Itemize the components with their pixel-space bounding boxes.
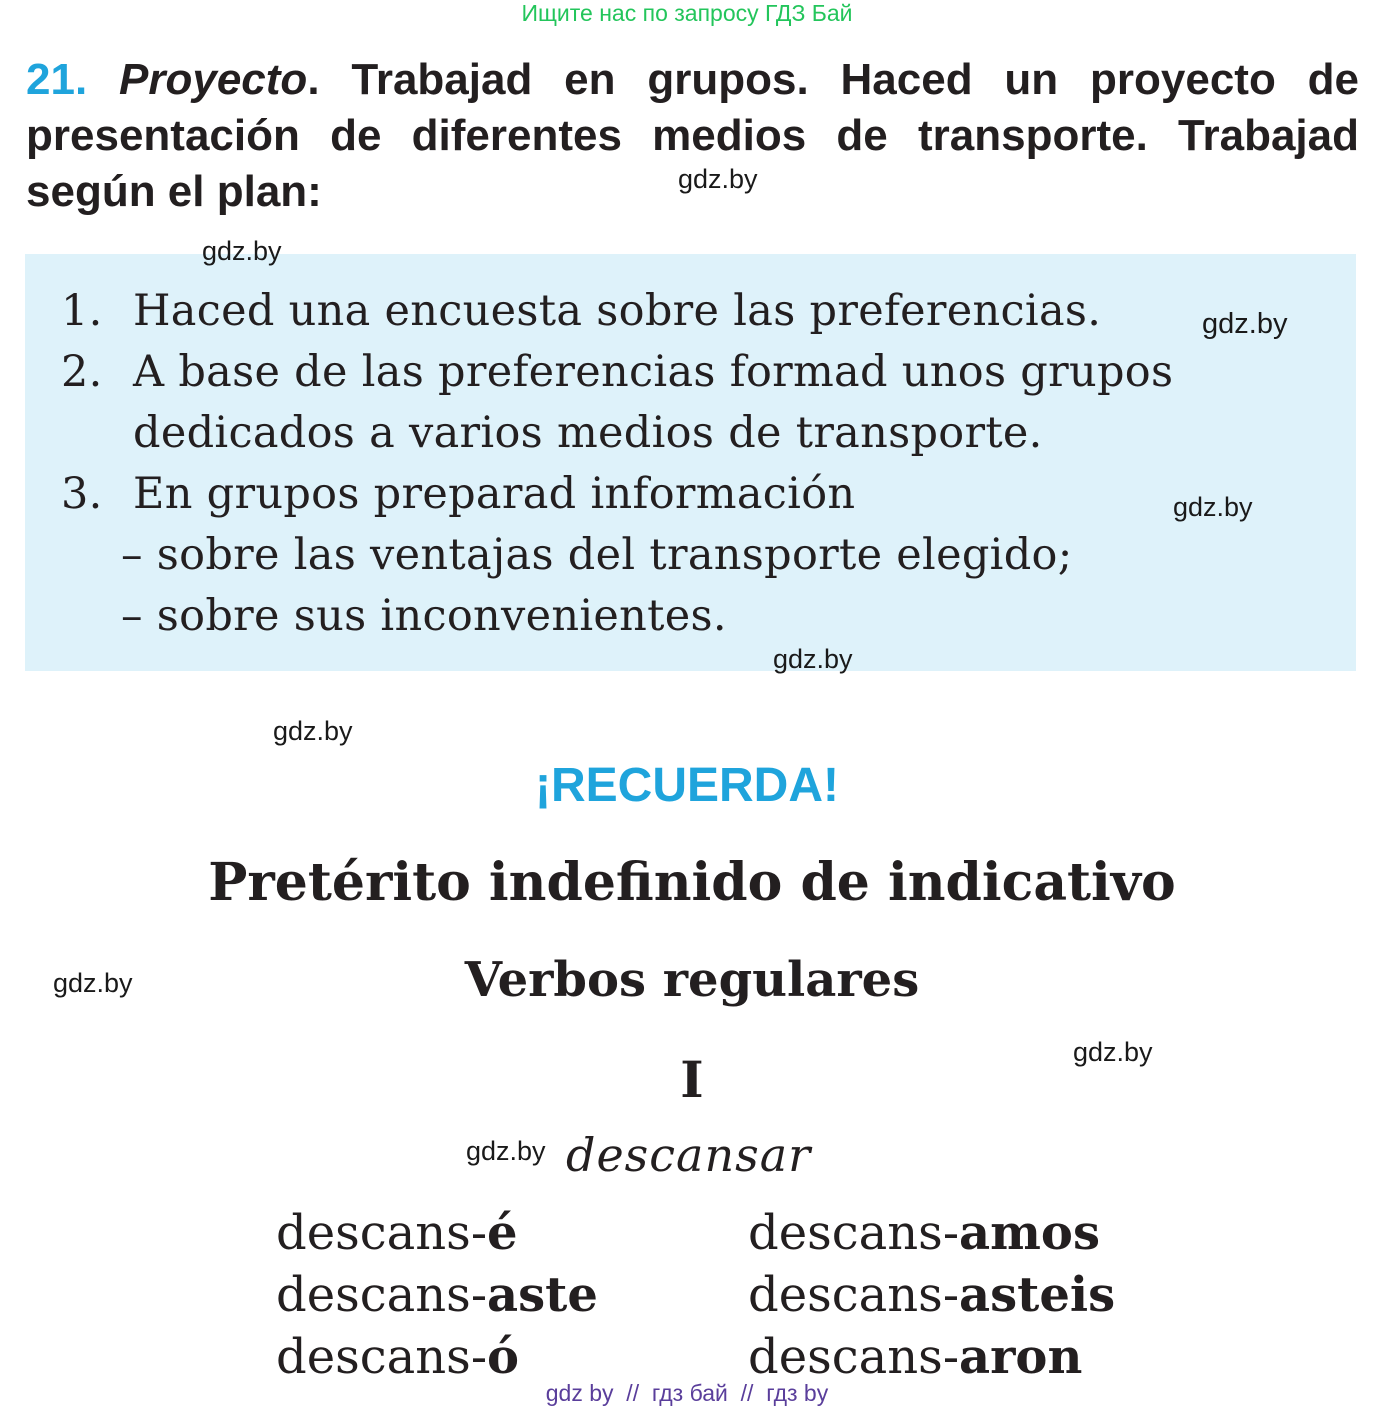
task-keyword: Proyecto — [119, 55, 308, 104]
verb-ending: ó — [487, 1329, 520, 1385]
verb-ending: aron — [959, 1329, 1083, 1385]
conjugation-group: I — [680, 1050, 704, 1109]
plan-item-number: 2. — [61, 347, 103, 397]
verb-ending: asteis — [959, 1267, 1116, 1323]
watermark: gdz.by — [202, 236, 282, 266]
verb-ending: aste — [487, 1267, 598, 1323]
plan-subitem: – sobre las ventajas del transporte elegido; — [121, 530, 1073, 580]
verb-ending: é — [487, 1205, 518, 1261]
verb-stem: descans- — [748, 1329, 960, 1385]
tense-title: Pretérito indefinido de indicativo — [208, 852, 1176, 913]
plan-item-number: 1. — [61, 286, 103, 336]
watermark: gdz.by — [678, 164, 758, 194]
conjugation-form — [276, 1267, 598, 1323]
plan-item-text: En grupos preparad información — [133, 469, 856, 519]
verb-stem: descans- — [748, 1267, 960, 1323]
watermark: gdz.by — [273, 716, 353, 746]
conjugation-form — [748, 1267, 1115, 1323]
plan-item-text: Haced una encuesta sobre las preferencias. — [133, 286, 1102, 336]
watermark: gdz.by — [1202, 308, 1288, 340]
verb-stem: descans- — [276, 1205, 488, 1261]
conjugation-form — [748, 1329, 1082, 1385]
verb-stem: descans- — [276, 1329, 488, 1385]
recuerda-heading: ¡RECUERDA! — [535, 759, 839, 812]
watermark: gdz.by — [773, 644, 853, 674]
watermark: gdz.by — [53, 968, 133, 998]
verbs-subtitle: Verbos regulares — [464, 952, 920, 1008]
plan-box — [25, 254, 1356, 671]
watermark: gdz.by — [1173, 492, 1253, 522]
watermark: gdz.by — [1073, 1037, 1153, 1067]
plan-item-text: dedicados a varios medios de transporte. — [133, 408, 1043, 458]
verb-ending: amos — [959, 1205, 1100, 1261]
task-number: 21. — [26, 55, 88, 104]
verb-stem: descans- — [748, 1205, 960, 1261]
example-verb: descansar — [566, 1128, 812, 1182]
site-banner: Ищите нас по запросу ГДЗ Бай — [521, 0, 853, 26]
task-text: . Trabajad en grupos. Haced un proyecto de presentación de diferentes medios de transporte. Trabajad según el plan: — [26, 55, 1359, 216]
verb-stem: descans- — [276, 1267, 488, 1323]
plan-item-number: 3. — [61, 469, 103, 519]
conjugation-form — [276, 1205, 518, 1261]
plan-item-text: A base de las preferencias formad unos grupos — [133, 347, 1174, 397]
footer-watermark: gdz by // гдз бай // гдз by — [545, 1380, 829, 1406]
conjugation-form — [276, 1329, 519, 1385]
plan-subitem: – sobre sus inconvenientes. — [121, 591, 727, 641]
watermark: gdz.by — [466, 1136, 546, 1166]
conjugation-form — [748, 1205, 1100, 1261]
